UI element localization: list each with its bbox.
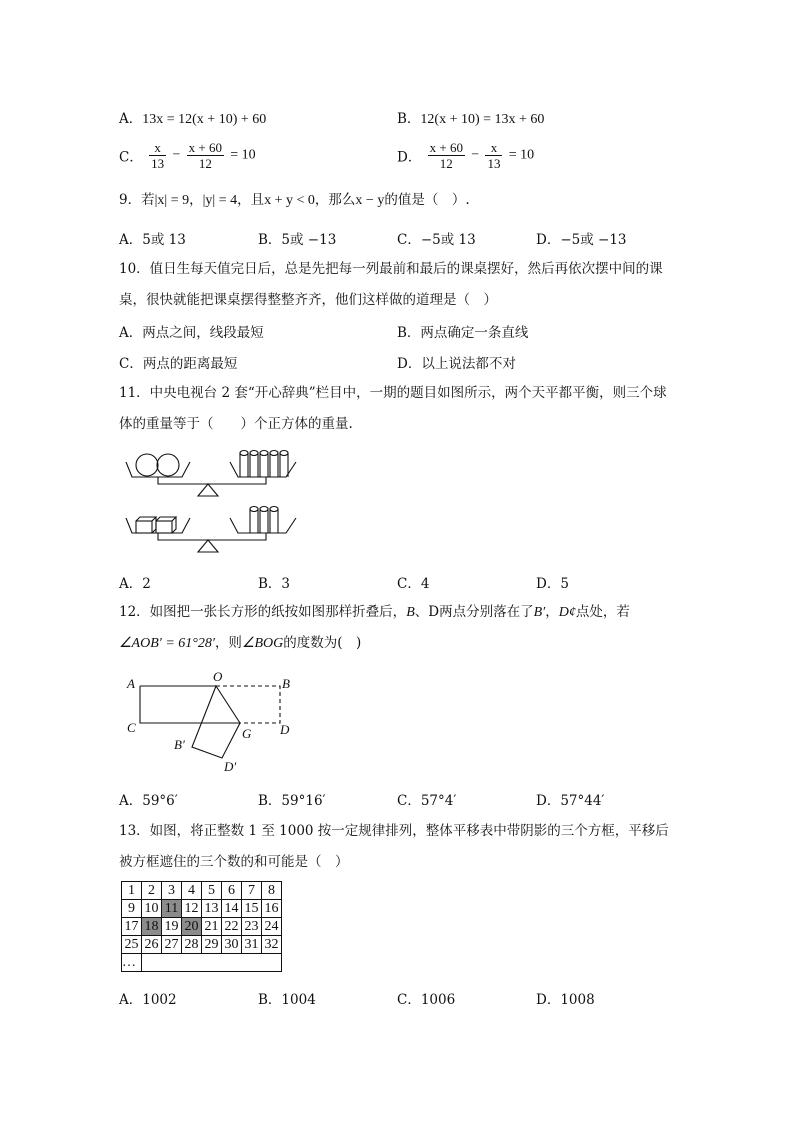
- grid-cell: 7: [242, 882, 262, 900]
- grid-cell: [182, 954, 202, 972]
- q9-option-c[interactable]: C．−5或 13: [397, 232, 476, 248]
- q11-stem-line-2: 体的重量等于（ ）个正方体的重量.: [119, 416, 353, 432]
- grid-cell: 25: [122, 936, 142, 954]
- grid-cell: …: [122, 954, 142, 972]
- balance-scales-figure: [118, 440, 308, 560]
- q8-option-a-label: A．: [119, 111, 143, 127]
- q13-stem-line-2: 被方框遮住的三个数的和可能是（ ）: [119, 854, 349, 870]
- grid-cell: 10: [142, 900, 162, 918]
- q9-option-b[interactable]: B．5或 −13: [258, 232, 337, 248]
- grid-cell: 15: [242, 900, 262, 918]
- grid-cell: [162, 954, 182, 972]
- q8-c-rhs: = 10: [230, 147, 256, 163]
- grid-row: [122, 918, 282, 936]
- grid-cell: 28: [182, 936, 202, 954]
- grid-cell: 2: [142, 882, 162, 900]
- number-grid: [121, 881, 282, 972]
- label-b: B: [282, 676, 290, 691]
- grid-cell: 30: [222, 936, 242, 954]
- ball-icon: [136, 454, 158, 476]
- label-a: A: [127, 676, 135, 691]
- label-o: O: [213, 669, 223, 684]
- q12-text-a: 12．如图把一张长方形的纸按如图那样折叠后，: [119, 604, 407, 620]
- q9-suffix: 的值是（ ）.: [384, 192, 470, 208]
- grid-cell: 13: [202, 900, 222, 918]
- q8-d-rhs: = 10: [508, 147, 535, 163]
- q8-c-fraction-1: [149, 140, 166, 171]
- q12-stem-line-2: [119, 632, 361, 655]
- q12-text-c: 、D两点分别落在了: [414, 604, 534, 620]
- grid-row: [122, 954, 282, 972]
- grid-cell: 11: [162, 900, 182, 918]
- q8-d-fraction-2: [485, 140, 502, 171]
- q8-option-b[interactable]: [397, 107, 544, 128]
- q8-option-a-expr: 13x = 12(x + 10) + 60: [142, 112, 267, 127]
- q10-option-a[interactable]: A．两点之间，线段最短: [119, 325, 264, 341]
- q12-option-d[interactable]: D．57°44′: [536, 793, 605, 809]
- grid-cell: [242, 954, 262, 972]
- grid-row: [122, 936, 282, 954]
- q8-c-fraction-2: [187, 140, 224, 171]
- grid-cell: 22: [222, 918, 242, 936]
- q8-option-b-expr: 12(x + 10) = 13x + 60: [420, 112, 545, 127]
- q13-stem-line-1: 13．如图，将正整数 1 至 1000 按一定规律排列，整体平移表中带阴影的三个方框，平移后: [119, 823, 669, 839]
- q12-stem-line-1: [119, 601, 630, 624]
- q12-target-angle: ∠BOG: [241, 636, 284, 651]
- grid-cell: 1: [122, 882, 142, 900]
- q10-option-c[interactable]: C．两点的距离最短: [119, 356, 238, 372]
- cylinder-group-5: [240, 451, 288, 478]
- label-g: G: [242, 726, 252, 741]
- q11-option-b[interactable]: B．3: [258, 576, 291, 592]
- q9-prefix: 9．若: [119, 192, 155, 208]
- q9-cond-sum: x + y < 0: [264, 193, 315, 208]
- q12-option-b[interactable]: B．59°16′: [258, 793, 326, 809]
- q11-option-d[interactable]: D．5: [536, 576, 569, 592]
- q13-option-c[interactable]: C．1006: [397, 992, 456, 1008]
- grid-cell: 3: [162, 882, 182, 900]
- q10-stem-line-1: 10．值日生每天值完日后，总是先把每一列最前和最后的课桌摆好，然后再依次摆中间的课: [119, 261, 663, 277]
- q8-option-d-label: D．: [397, 149, 422, 166]
- grid-cell: 17: [122, 918, 142, 936]
- grid-cell: 27: [162, 936, 182, 954]
- q13-option-a[interactable]: A．1002: [119, 992, 177, 1008]
- q10-stem-line-2: 桌，很快就能把课桌摆得整整齐齐，他们这样做的道理是（ ）: [119, 292, 497, 308]
- q12-option-a[interactable]: A．59°6′: [119, 793, 178, 809]
- q11-option-a[interactable]: A．2: [119, 576, 151, 592]
- grid-cell: 20: [182, 918, 202, 936]
- ball-icon: [157, 454, 179, 476]
- q8-c-f2-num: x + 60: [188, 140, 222, 155]
- q12-option-c[interactable]: C．57°4′: [397, 793, 457, 809]
- label-d: D: [280, 722, 290, 737]
- q10-option-b[interactable]: B．两点确定一条直线: [397, 325, 529, 341]
- label-dprime: D′: [224, 759, 237, 774]
- grid-cell: [262, 954, 282, 972]
- grid-cell: 26: [142, 936, 162, 954]
- q12-given-angle: ∠AOB′ = 61°28′: [119, 636, 215, 651]
- folded-flap: [192, 686, 240, 758]
- q8-option-b-label: B．: [397, 111, 421, 127]
- q11-option-c[interactable]: C．4: [397, 576, 430, 592]
- grid-cell: 32: [262, 936, 282, 954]
- q9-option-a[interactable]: A．5或 13: [119, 232, 186, 248]
- label-bprime: B′: [174, 737, 185, 752]
- q11-stem-line-1: 11．中央电视台 2 套“开心辞典”栏目中，一期的题目如图所示，两个天平都平衡，则三个球: [119, 385, 667, 401]
- grid-cell: 12: [182, 900, 202, 918]
- grid-cell: [142, 954, 162, 972]
- grid-cell: 6: [222, 882, 242, 900]
- q13-option-d[interactable]: D．1008: [536, 992, 595, 1008]
- q8-c-f2-den: 12: [198, 156, 212, 171]
- q10-option-d[interactable]: D．以上说法都不对: [397, 356, 516, 372]
- grid-cell: 14: [222, 900, 242, 918]
- original-right-part-dashed: [216, 686, 280, 723]
- grid-cell: 29: [202, 936, 222, 954]
- rectangle-left-part: [140, 686, 240, 723]
- cube-icon: [136, 517, 156, 533]
- q12-point-b: B: [406, 605, 415, 620]
- q9-option-d[interactable]: D．−5或 −13: [536, 232, 627, 248]
- grid-cell: 9: [122, 900, 142, 918]
- grid-cell: [202, 954, 222, 972]
- grid-row: [122, 900, 282, 918]
- q8-d-f1-num: x + 60: [429, 140, 463, 155]
- label-c: C: [127, 720, 136, 735]
- q8-option-a[interactable]: [119, 107, 266, 128]
- q12-comma: ，: [545, 604, 559, 620]
- grid-cell: 18: [142, 918, 162, 936]
- grid-cell: 19: [162, 918, 182, 936]
- q12-point-dprime: D¢: [558, 605, 576, 620]
- q8-c-f1-num: x: [149, 140, 166, 156]
- grid-cell: 21: [202, 918, 222, 936]
- grid-cell: 24: [262, 918, 282, 936]
- scale-2: [126, 507, 296, 553]
- grid-cell: 5: [202, 882, 222, 900]
- q12-then: ，则: [214, 635, 242, 651]
- q8-option-c-label: C．: [119, 149, 143, 166]
- q8-c-f1-den: 13: [151, 156, 165, 171]
- q8-d-f2-num: x: [485, 140, 502, 156]
- q8-d-f2-den: 13: [487, 156, 501, 171]
- q8-d-fraction-1: [428, 140, 465, 171]
- grid-cell: 31: [242, 936, 262, 954]
- q9-cond-x: |x| = 9: [154, 193, 190, 208]
- q12-question: 的度数为( ): [283, 635, 362, 651]
- grid-cell: 23: [242, 918, 262, 936]
- q9-mid2: ，那么: [314, 192, 356, 208]
- q12-point-bprime: B′: [533, 605, 546, 620]
- folded-paper-figure: [118, 668, 308, 778]
- q9-expr: x − y: [355, 193, 385, 208]
- q13-option-b[interactable]: B．1004: [258, 992, 316, 1008]
- q8-d-f1-den: 12: [439, 156, 453, 171]
- q8-option-c[interactable]: [119, 140, 256, 171]
- q8-c-op: −: [172, 147, 181, 163]
- grid-cell: 16: [262, 900, 282, 918]
- grid-cell: 8: [262, 882, 282, 900]
- q8-d-op: −: [471, 147, 480, 163]
- scale-1: [126, 451, 296, 497]
- grid-cell: 4: [182, 882, 202, 900]
- q9-cond-y: |y| = 4: [202, 193, 238, 208]
- q12-text-g: 点处，若: [575, 604, 630, 620]
- q9-mid: ，且: [237, 192, 265, 208]
- cube-icon: [156, 517, 176, 533]
- cylinder-group-3: [250, 507, 278, 534]
- grid-cell: [222, 954, 242, 972]
- q9-stem: 9．若|x| = 9，|y| = 4，且x + y < 0，那么x − y的值是（ ）.: [119, 192, 470, 208]
- grid-row: [122, 882, 282, 900]
- q8-option-d[interactable]: [397, 140, 534, 171]
